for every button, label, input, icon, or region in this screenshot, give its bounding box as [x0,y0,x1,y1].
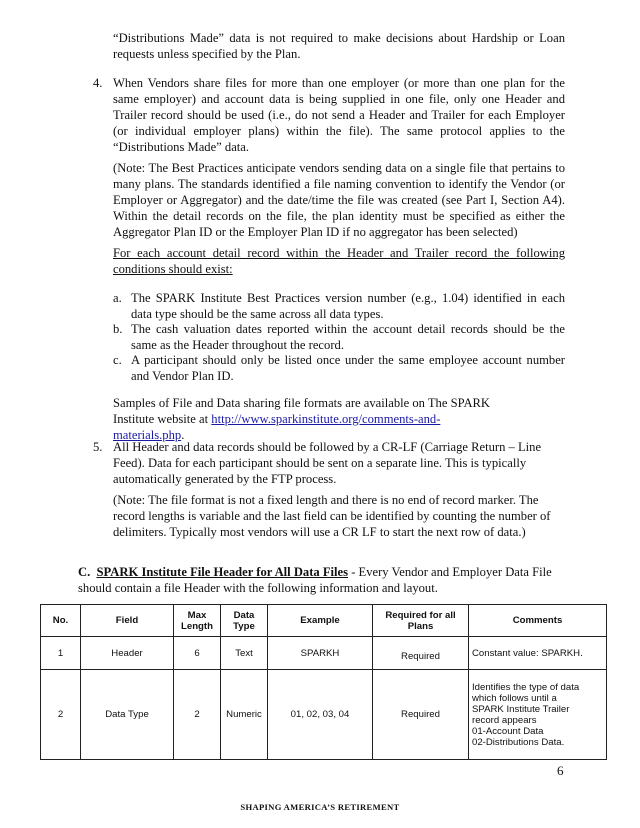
cell-max-length: 6 [174,637,221,670]
item-4-text: When Vendors share files for more than one employer (or more than one plan for the same employer) and account data is being supplied in one file, only one Header and Trailer record should be used (i.e., do not send a Header and Trailer for each Employer (or individual employer plans) within the file). The same protocol applies to the “Distributions Made” data. [113,76,565,154]
comment-line: 01-Account Data [472,725,544,737]
col-header-comments: Comments [469,605,607,637]
col-header-field: Field [81,605,174,637]
cell-data-type: Numeric [221,670,268,760]
cell-data-type: Text [221,637,268,670]
samples-text: Samples of File and Data sharing file formats are available on The SPARK Institute website at [113,396,491,426]
cell-no: 1 [41,637,81,670]
condition-a-text: The SPARK Institute Best Practices version number (e.g., 1.04) identified in each data type should be the same across all data types. [131,291,565,321]
page-footer: SHAPING AMERICA’S RETIREMENT [240,802,400,812]
cell-required: Required [373,637,469,670]
item-4-note: (Note: The Best Practices anticipate vendors sending data on a single file that pertains to many plans. The standards identified a file naming convention to identify the Vendor (or Employer or Aggregator) and the date/time the file was created (see Part I, Section A4). Within the detail records on the file, the plan identity must be specified as either the Aggregator Plan ID or the Employer Plan ID if no aggregator has been selected) [113,161,565,239]
page-number: 6 [557,763,564,778]
col-header-no: No. [41,605,81,637]
condition-c-letter: c. [113,353,122,367]
comment-line: which follows until a [472,692,557,704]
samples-link[interactable]: http://www.sparkinstitute.org/comments-and-materials.php [113,412,441,442]
item-4-number: 4. [93,76,103,90]
file-header-table [40,604,607,760]
intro-paragraph: “Distributions Made” data is not required to make decisions about Hardship or Loan requests unless specified by the Plan. [113,31,565,61]
comment-line: 02-Distributions Data. [472,736,565,748]
col-header-max-length: Max Length [174,605,221,637]
cell-field: Data Type [81,670,174,760]
item-5-text: All Header and data records should be followed by a CR-LF (Carriage Return – Line Feed). Data for each participant should be sent on a separate line. This is typically automatically generated by the FTP process. [113,440,542,486]
cell-max-length: 2 [174,670,221,760]
col-header-example: Example [268,605,373,637]
table-row [41,637,607,670]
item-5-number: 5. [93,440,103,454]
condition-c-text: A participant should only be listed once under the same employee account number and Vendor Plan ID. [131,353,565,383]
condition-b-letter: b. [113,322,123,336]
section-c-letter: C. [78,565,91,579]
cell-comments: Constant value: SPARKH. [469,637,607,670]
section-c-paragraph [78,564,568,596]
cell-field: Header [81,637,174,670]
cell-required: Required [373,670,469,760]
item-5-note: (Note: The file format is not a fixed length and there is no end of record marker. The record lengths is variable and the last field can be identified by counting the number of delimiters. Typically most vendors will use a CR LF to start the next row of data.) [113,493,551,539]
col-header-required: Required for all Plans [373,605,469,637]
condition-a-letter: a. [113,291,122,305]
cell-no: 2 [41,670,81,760]
cell-example: SPARKH [268,637,373,670]
col-header-data-type: Data Type [221,605,268,637]
comment-line: SPARK Institute Trailer [472,703,570,715]
table-row [41,670,607,760]
condition-b-text: The cash valuation dates reported within the account detail records should be the same as the Header throughout the record. [131,322,565,352]
section-c-description: - Every Vendor and Employer Data File should contain a file Header with the following information and layout. [78,565,552,595]
comment-line: record appears [472,714,537,726]
section-c-title: SPARK Institute File Header for All Data Files [96,565,349,579]
cell-comments [469,670,607,760]
samples-end: . [181,428,185,442]
table-header-row [41,605,607,637]
conditions-heading: For each account detail record within the Header and Trailer record the following conditions should exist: [113,246,565,276]
cell-example: 01, 02, 03, 04 [268,670,373,760]
samples-paragraph [113,395,493,443]
comment-line: Identifies the type of data [472,681,580,693]
